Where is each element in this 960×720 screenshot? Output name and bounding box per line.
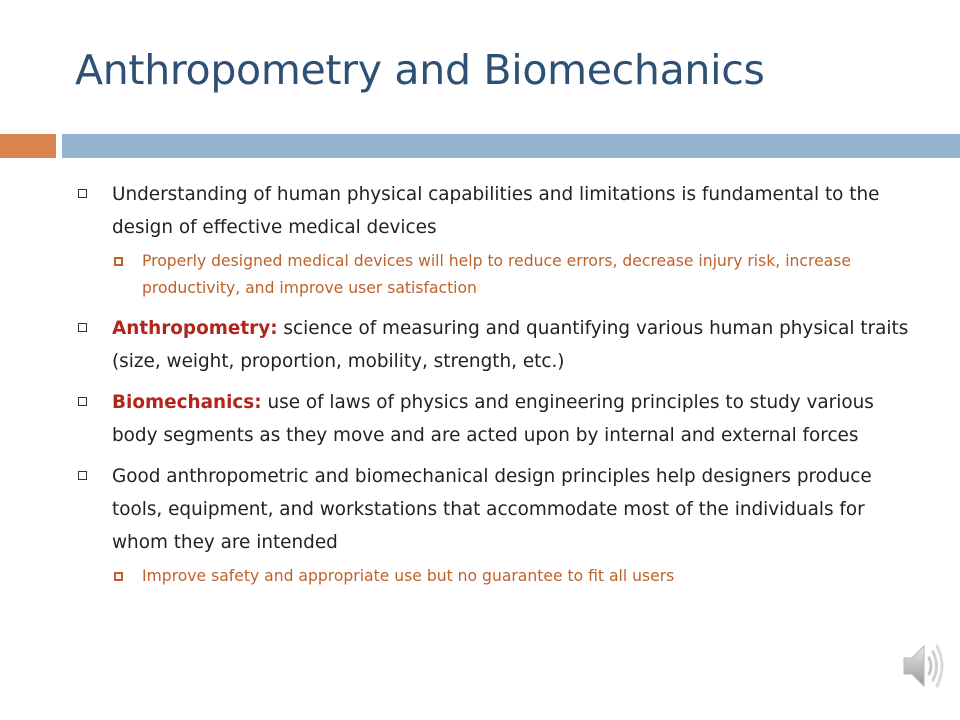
square-bullet-icon	[78, 397, 87, 406]
accent-bar-blue	[62, 134, 960, 158]
bullet-item	[78, 386, 918, 452]
accent-bar-orange	[0, 134, 56, 158]
filled-square-bullet-icon	[114, 572, 123, 581]
bullet-item	[78, 178, 918, 244]
bullet-text: Good anthropometric and biomechanical design principles help designers produce tools, equipment, and workstations that accommodate most of the individuals for whom they are intended	[112, 466, 872, 553]
bullet-text: use of laws of physics and engineering principles to study various body segments as they move and are acted upon by internal and external forces	[112, 392, 874, 446]
sub-bullet-item	[78, 248, 918, 302]
square-bullet-icon	[78, 189, 87, 198]
sub-bullet-text: Properly designed medical devices will help to reduce errors, decrease injury risk, increase productivity, and improve user satisfaction	[142, 252, 851, 297]
filled-square-bullet-icon	[114, 257, 123, 266]
bullet-item	[78, 460, 918, 559]
speaker-icon-graphic	[898, 636, 946, 696]
slide-title: Anthropometry and Biomechanics	[75, 46, 765, 94]
term-label: Anthropometry:	[112, 318, 278, 339]
bullet-text: Understanding of human physical capabilities and limitations is fundamental to the design of effective medical devices	[112, 184, 880, 238]
bullet-text: science of measuring and quantifying various human physical traits (size, weight, proportion, mobility, strength, etc.)	[112, 318, 909, 372]
bullet-item	[78, 312, 918, 378]
sub-bullet-item	[78, 563, 918, 590]
speaker-icon[interactable]	[898, 636, 946, 696]
term-label: Biomechanics:	[112, 392, 262, 413]
square-bullet-icon	[78, 471, 87, 480]
bullet-list	[78, 178, 918, 600]
square-bullet-icon	[78, 323, 87, 332]
sub-bullet-text: Improve safety and appropriate use but no guarantee to fit all users	[142, 567, 675, 585]
